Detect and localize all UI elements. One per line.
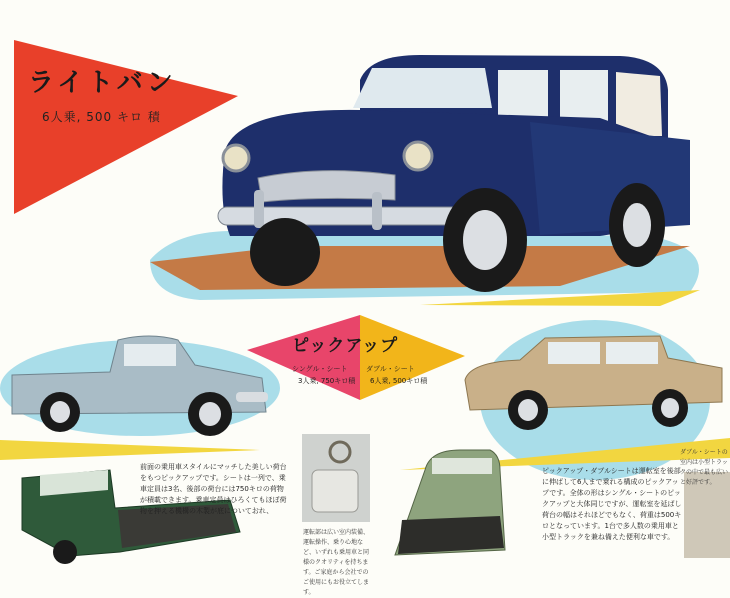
- caption-interior: 運転部は広い室内装備、運転操作、乗り心地など、いずれも乗用車と同様のクオリティを持ちます。ご家庭から会社でのご使用にもお役立てします。: [303, 529, 370, 596]
- caption-right: ピックアップ・ダブルシートは運転室を後部に伸ばして6人まで乗れる構成のピックアップです。全体の形はシングル・シートのピックアップと大体同じですが、運転室を延ばし荷台の幅はそれほどでもなく、荷重は500キロとなっています。1台で多人数の乗用車と小型トラックを兼ね備えた便利な車です。: [542, 467, 682, 541]
- pickup-single-label: シングル・シート: [292, 365, 348, 373]
- pickup-double-spec: 6人乗, 500キロ積: [370, 377, 428, 385]
- pickup-double-label: ダブル・シート: [366, 365, 415, 373]
- caption-left: 前面の乗用車スタイルにマッチした美しい荷台をもつピックアップです。シートは一列で、乗車定員は3名、後部の荷台には750キロの荷物が積載できます。乗車定員はひろくてもほぼ荷物を押える機構の木製が底についておれ、: [140, 463, 287, 515]
- rear-bed-illustration: [395, 450, 505, 555]
- yellow-pennant: [360, 315, 465, 400]
- interior-photo: [302, 434, 370, 522]
- lightvan-subtitle: 6人乗, 500 キロ 積: [42, 110, 161, 124]
- lightvan-title: ライトバン: [28, 68, 177, 98]
- lightvan-illustration: [218, 55, 690, 292]
- pickup-title: ピックアップ: [292, 336, 399, 356]
- yellow-stripe-left: [0, 440, 260, 460]
- pickup-single-spec: 3人乗, 750キロ積: [298, 377, 356, 385]
- caption-far-right: ダブル・シートの室内は小型トラックの中で最も広いと好評です。: [680, 449, 729, 486]
